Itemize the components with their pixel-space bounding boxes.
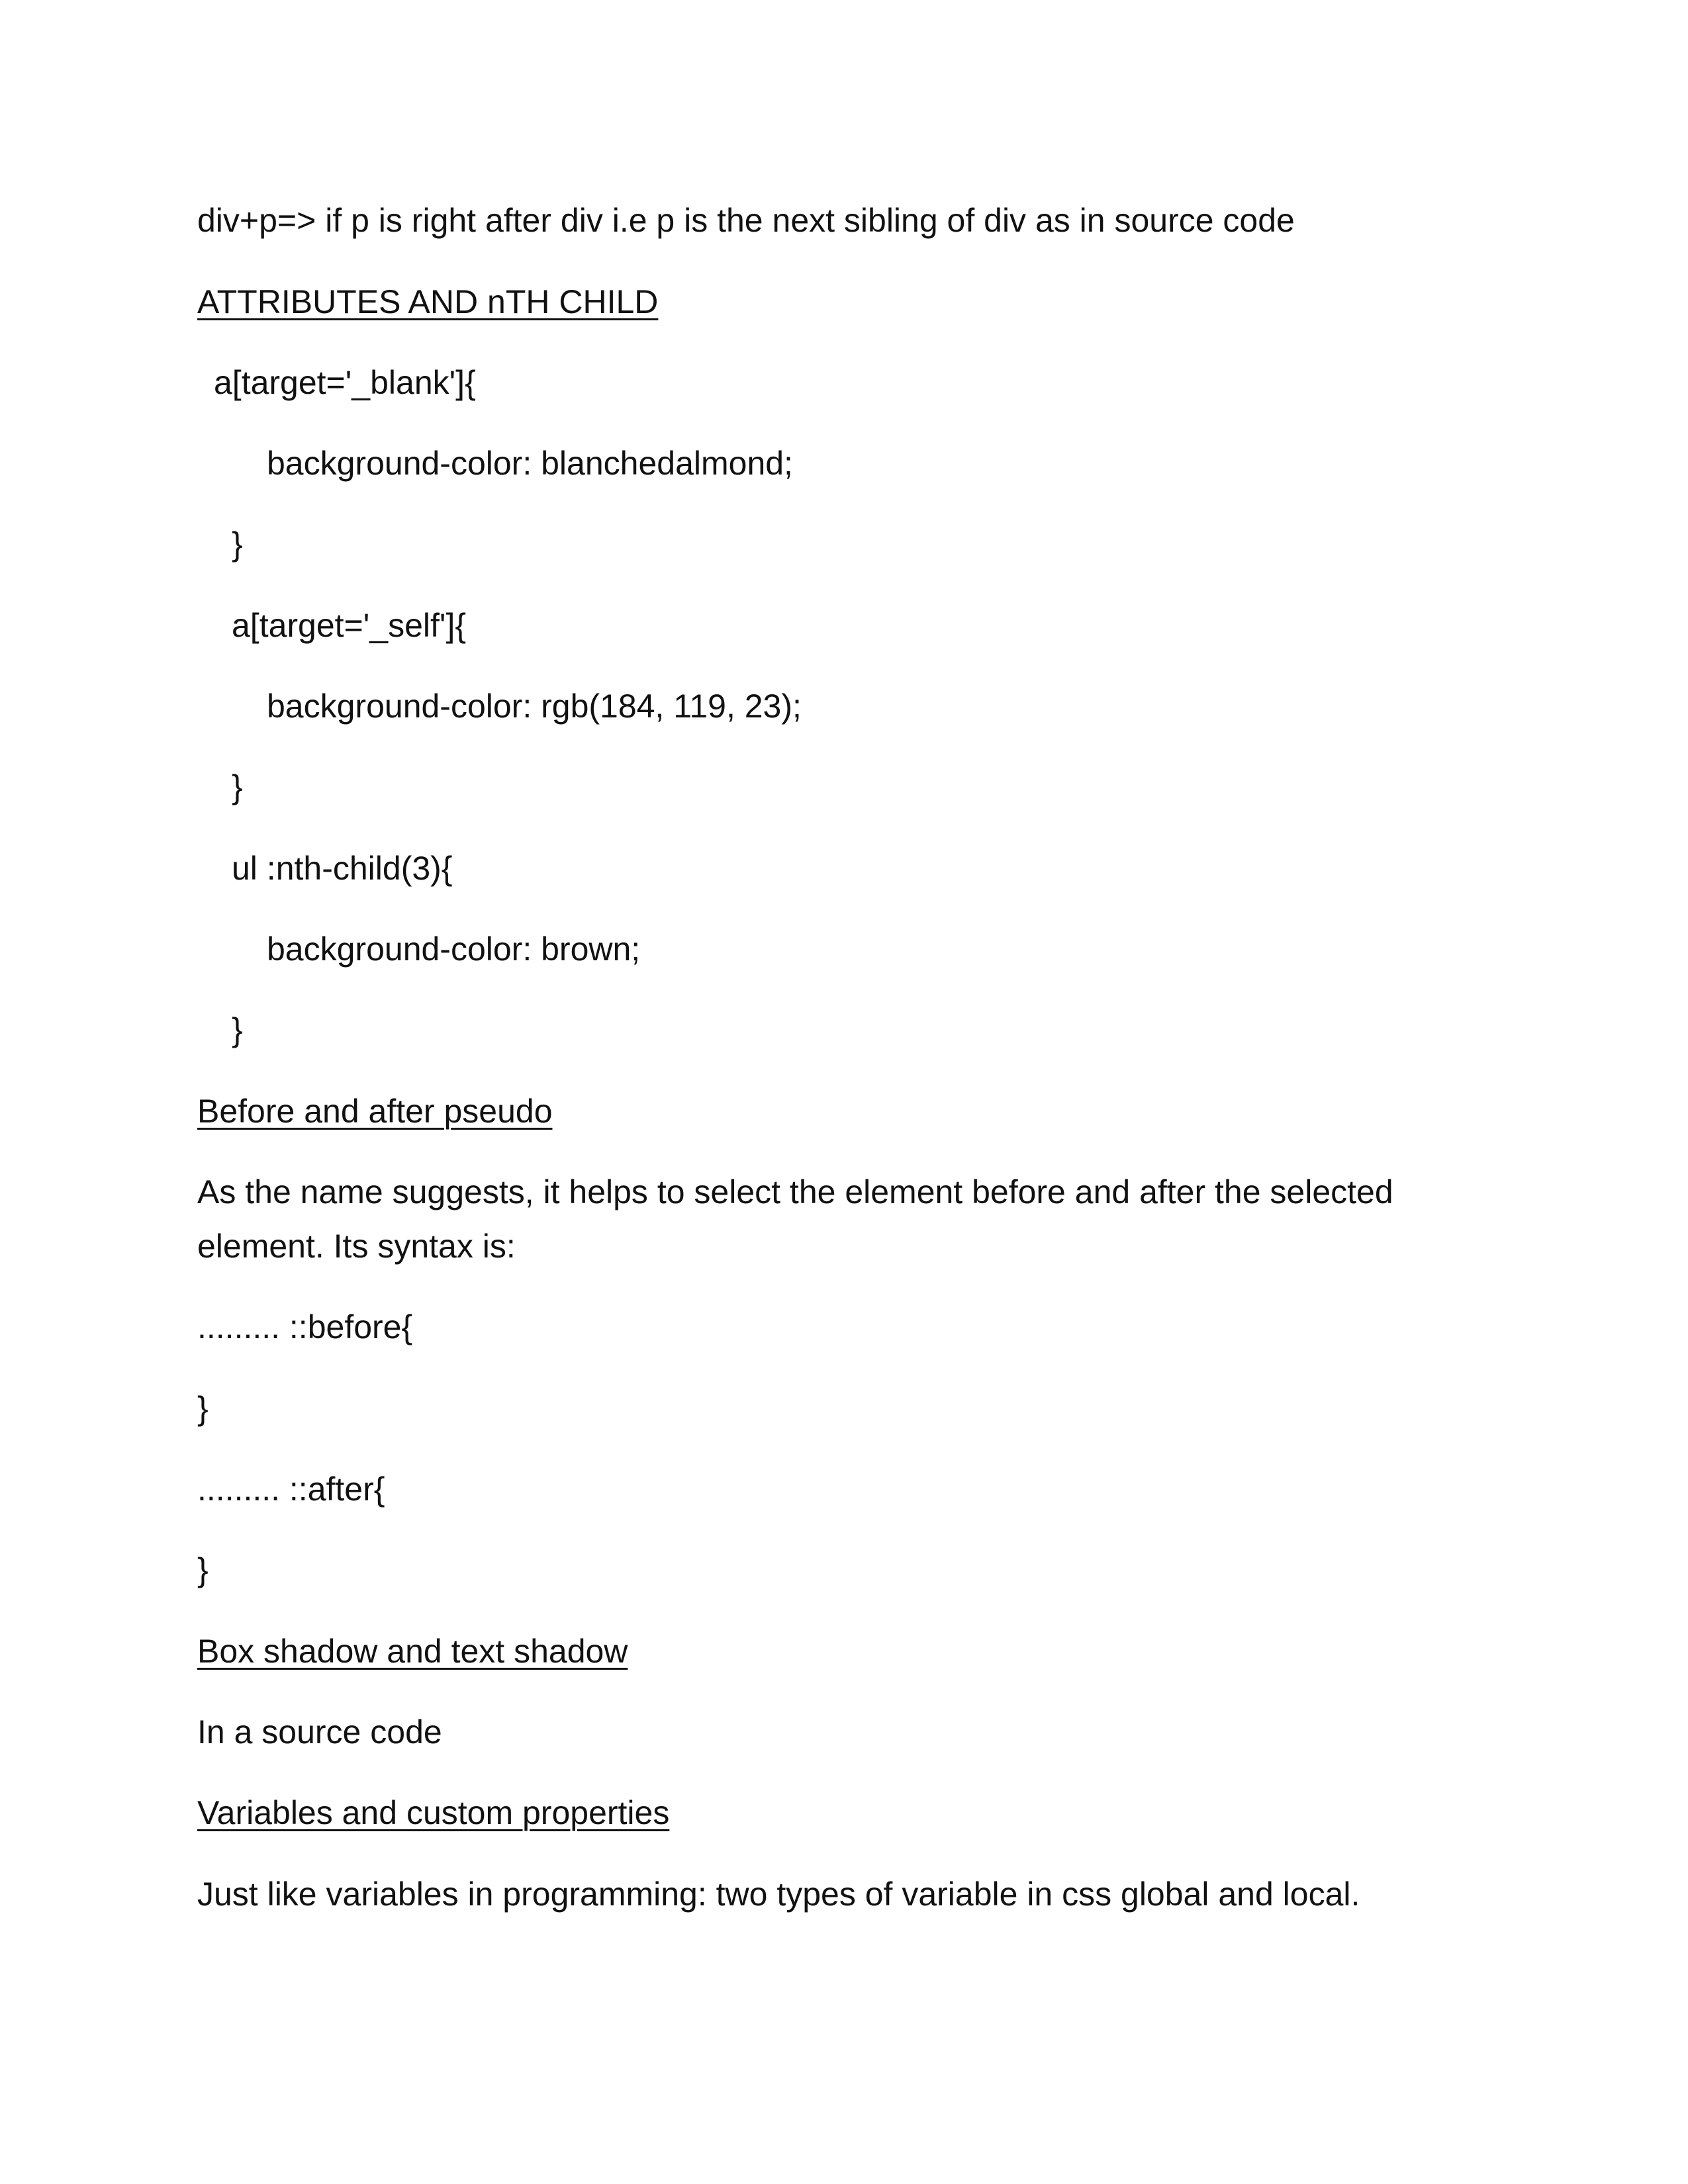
heading-pseudo: Before and after pseudo xyxy=(197,1093,553,1130)
heading-shadow: Box shadow and text shadow xyxy=(197,1633,628,1670)
code-blank-selector: a[target='_blank']{ xyxy=(214,364,476,401)
before-syntax-open: ......... ::before{ xyxy=(197,1308,413,1345)
pseudo-description-line-1: As the name suggests, it helps to select the element before and after the selected xyxy=(197,1173,1393,1210)
code-self-close: } xyxy=(232,768,243,805)
code-self-selector: a[target='_self']{ xyxy=(232,607,467,644)
code-blank-property: background-color: blanchedalmond; xyxy=(267,445,793,482)
heading-variables: Variables and custom properties xyxy=(197,1794,670,1831)
shadow-description: In a source code xyxy=(197,1713,442,1751)
code-nth-property: background-color: brown; xyxy=(267,931,641,968)
after-syntax-close: } xyxy=(197,1551,209,1588)
code-nth-selector: ul :nth-child(3){ xyxy=(232,850,453,887)
after-syntax-open: ......... ::after{ xyxy=(197,1471,385,1508)
code-nth-close: } xyxy=(232,1011,243,1048)
code-blank-close: } xyxy=(232,525,243,563)
before-syntax-close: } xyxy=(197,1390,209,1427)
heading-attributes: ATTRIBUTES AND nTH CHILD xyxy=(197,283,659,320)
intro-text: div+p=> if p is right after div i.e p is the next sibling of div as in source code xyxy=(197,202,1295,239)
pseudo-description-line-2: element. Its syntax is: xyxy=(197,1228,516,1265)
code-self-property: background-color: rgb(184, 119, 23); xyxy=(267,688,802,725)
variables-description: Just like variables in programming: two types of variable in css global and local. xyxy=(197,1876,1360,1913)
